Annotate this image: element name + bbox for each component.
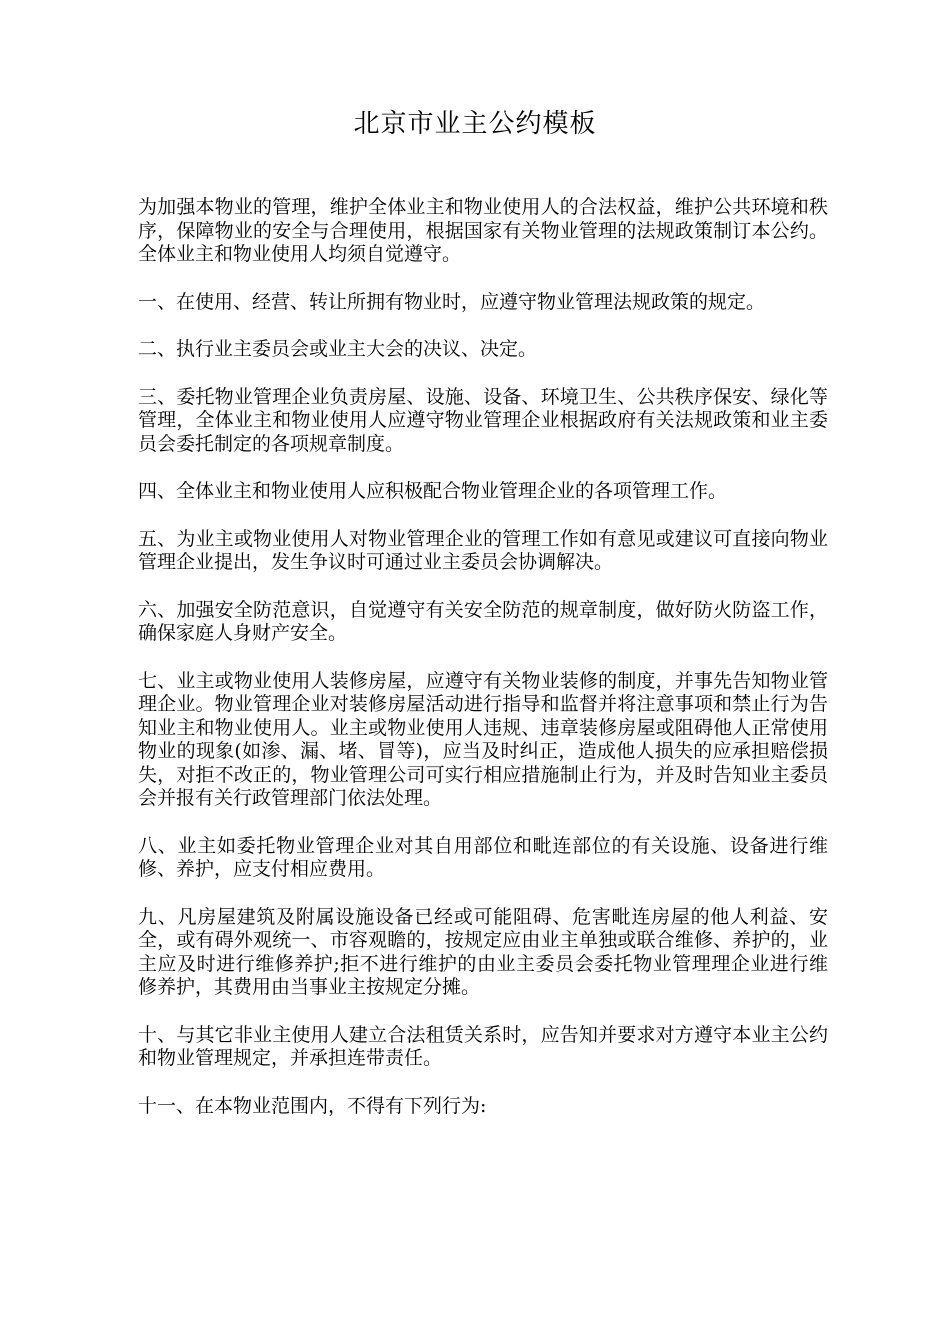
- document-body: [138, 196, 828, 1142]
- document-title: 北京市业主公约模板: [353, 109, 597, 139]
- paragraph-article-10: 十、与其它非业主使用人建立合法租赁关系时，应告知并要求对方遵守本业主公约和物业管理规定，并承担连带责任。: [138, 1023, 828, 1069]
- paragraph-article-2: 二、执行业主委员会或业主大会的决议、决定。: [138, 338, 538, 360]
- paragraph-article-9: 九、凡房屋建筑及附属设施设备已经或可能阻碍、危害毗连房屋的他人利益、安全，或有碍外观统一、市容观瞻的，按规定应由业主单独或联合维修、养护的，业主应及时进行维修养护;拒不进行维护的由业主委员会委托物业管理理企业进行维修养护，其费用由当事业主按规定分摊。: [138, 905, 828, 998]
- paragraph-article-7: 七、业主或物业使用人装修房屋，应遵守有关物业装修的制度，并事先告知物业管理企业。物业管理企业对装修房屋活动进行指导和监督并将注意事项和禁止行为告知业主和物业使用人。业主或物业使用人违规、违章装修房屋或阻碍他人正常使用物业的现象(如渗、漏、堵、冒等)，应当及时纠正，造成他人损失的应承担赔偿损失，对拒不改正的，物业管理公司可实行相应措施制止行为，并及时告知业主委员会并报有关行政管理部门依法处理。: [138, 669, 828, 809]
- paragraph-article-6: 六、加强安全防范意识，自觉遵守有关安全防范的规章制度，做好防火防盗工作，确保家庭人身财产安全。: [138, 598, 828, 644]
- paragraph-intro: 为加强本物业的管理，维护全体业主和物业使用人的合法权益，维护公共环境和秩序，保障物业的安全与合理使用，根据国家有关物业管理的法规政策制订本公约。全体业主和物业使用人均须自觉遵守。: [138, 196, 828, 265]
- paragraph-article-1: 一、在使用、经营、转让所拥有物业时，应遵守物业管理法规政策的规定。: [138, 290, 766, 313]
- paragraph-article-3: 三、委托物业管理企业负责房屋、设施、设备、环境卫生、公共秩序保安、绿化等管理，全体业主和物业使用人应遵守物业管理企业根据政府有关法规政策和业主委员会委托制定的各项规章制度。: [138, 385, 828, 455]
- paragraph-article-4: 四、全体业主和物业使用人应积极配合物业管理企业的各项管理工作。: [138, 480, 728, 502]
- paragraph-article-5: 五、为业主或物业使用人对物业管理企业的管理工作如有意见或建议可直接向物业管理企业提出，发生争议时可通过业主委员会协调解决。: [138, 527, 828, 573]
- paragraph-article-8: 八、业主如委托物业管理企业对其自用部位和毗连部位的有关设施、设备进行维修、养护，应支付相应费用。: [138, 834, 828, 880]
- paragraph-article-11: 十一、在本物业范围内，不得有下列行为:: [138, 1094, 487, 1117]
